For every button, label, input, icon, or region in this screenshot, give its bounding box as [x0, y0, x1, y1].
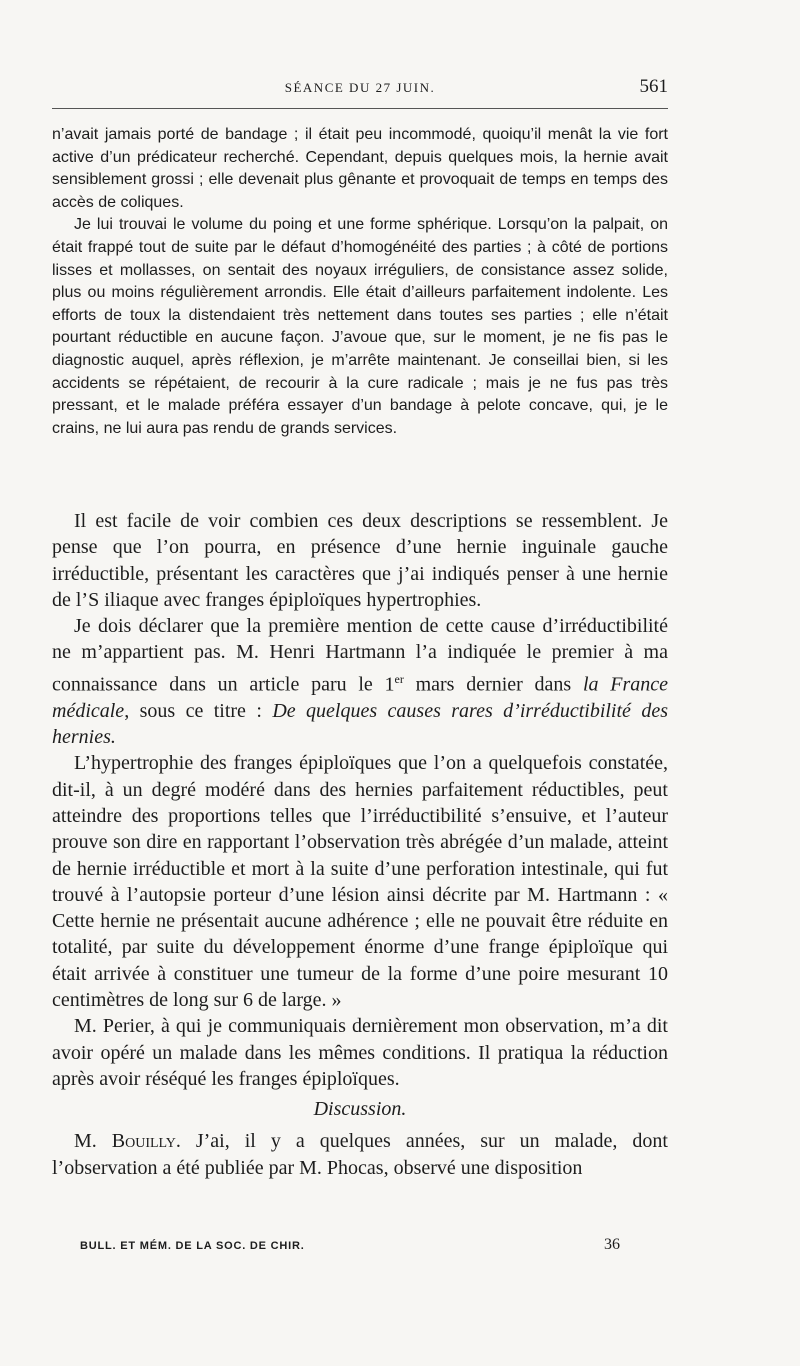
discussion-heading: Discussion.	[313, 1098, 407, 1121]
running-title: SÉANCE DU 27 JUIN.	[284, 80, 436, 95]
quoted-observation	[52, 124, 668, 440]
observation-paragraph-2: Je lui trouvai le volume du poing et une forme sphérique. Lorsqu’on la palpait, on était frappé tout de suite par le défaut d’homogénéité des parties ; à côté de portions lisses et mollasses, on sentait des noyaux irréguliers, de consistance assez solide, plus ou moins régulièrement arrondis. Elle était d’ailleurs parfaitement indolente. Les efforts de toux la distendaient très nettement dans toutes ses parties ; elle n’était pourtant réductible en aucune façon. J’avoue que, sur le moment, je ne fis pas le diagnostic auquel, après réflexion, je m’arrête maintenant. Je conseillai bien, si les accidents se répétaient, de recourir à la cure radicale ; mais je ne fus pas très pressant, et le malade préféra essayer d’un bandage à pelote concave, qui, je le crains, ne lui aura pas rendu de grands services.	[52, 216, 668, 437]
main-paragraph-2	[52, 613, 668, 750]
speaker-name: M. Bouilly.	[74, 1130, 181, 1153]
main-text	[52, 508, 668, 1181]
main-paragraph-1: Il est facile de voir combien ces deux descriptions se ressemblent. Je pense que l’on pourra, en présence d’une hernie inguinale gauche irréductible, présentant les caractères que j’ai indiqués penser à une hernie de l’S iliaque avec franges épiploïques hypertrophies.	[52, 510, 668, 611]
page-number: 561	[639, 76, 668, 97]
running-head	[52, 76, 668, 100]
main-paragraph-4: M. Perier, à qui je communiquais dernièrement mon observation, m’a dit avoir opéré un malade dans les mêmes conditions. Il pratiqua la réduction après avoir réséqué les franges épiploïques.	[52, 1015, 668, 1090]
p2-superscript: er	[394, 671, 404, 686]
journal-title: la France médicale	[52, 673, 668, 722]
main-paragraph-3: L’hypertrophie des franges épiploïques que l’on a quelquefois constatée, dit-il, à un degré modéré dans des hernies parfaitement réductibles, peut atteindre des proportions telles que l’irréductibilité s’ensuive, et l’auteur prouve son dire en rapportant l’observation très abrégée d’un malade, atteint de hernie irréductible et mort à la suite d’une perforation intestinale, qui fut trouvé à l’autopsie porteur d’une lésion ainsi décrite par M. Hartmann : « Cette hernie ne présentait aucune adhérence ; elle ne pouvait être réduite en totalité, par suite du développement énorme d’une frange épiploïque qui était arrivée à constituer une tumeur de la forme d’une poire mesurant 10 centimètres de long sur 6 de large. »	[52, 752, 668, 1011]
signature-number: 36	[604, 1236, 620, 1253]
signature-line: BULL. ET MÉM. DE LA SOC. DE CHIR.	[80, 1240, 305, 1252]
page-footer	[80, 1236, 620, 1256]
observation-paragraph-1: n’avait jamais porté de bandage ; il était peu incommodé, quoiqu’il menât la vie fort active d’un prédicateur recherché. Cependant, depuis quelques mois, la hernie avait sensiblement grossi ; elle devenait plus gênante et provoquait de temps en temps des accès de coliques.	[52, 126, 668, 211]
p2-text-a: Je dois déclarer que la première mention de cette cause d’irréductibilité ne m’appartient pas. M. Henri Hartmann l’a indiquée le premier à ma connaissance dans un article paru le 1	[52, 615, 668, 696]
article-title: De quelques causes rares d’irréductibilité des hernies.	[52, 699, 668, 749]
p2-text-b: mars dernier dans	[403, 673, 583, 696]
p5-text: J’ai, il y a quelques années, sur un malade, dont l’observation a été publiée par M. Phocas, observé une disposition	[52, 1130, 668, 1179]
main-paragraph-5	[52, 1128, 668, 1181]
p2-text-c: , sous ce titre :	[124, 699, 273, 722]
header-rule	[52, 108, 668, 109]
